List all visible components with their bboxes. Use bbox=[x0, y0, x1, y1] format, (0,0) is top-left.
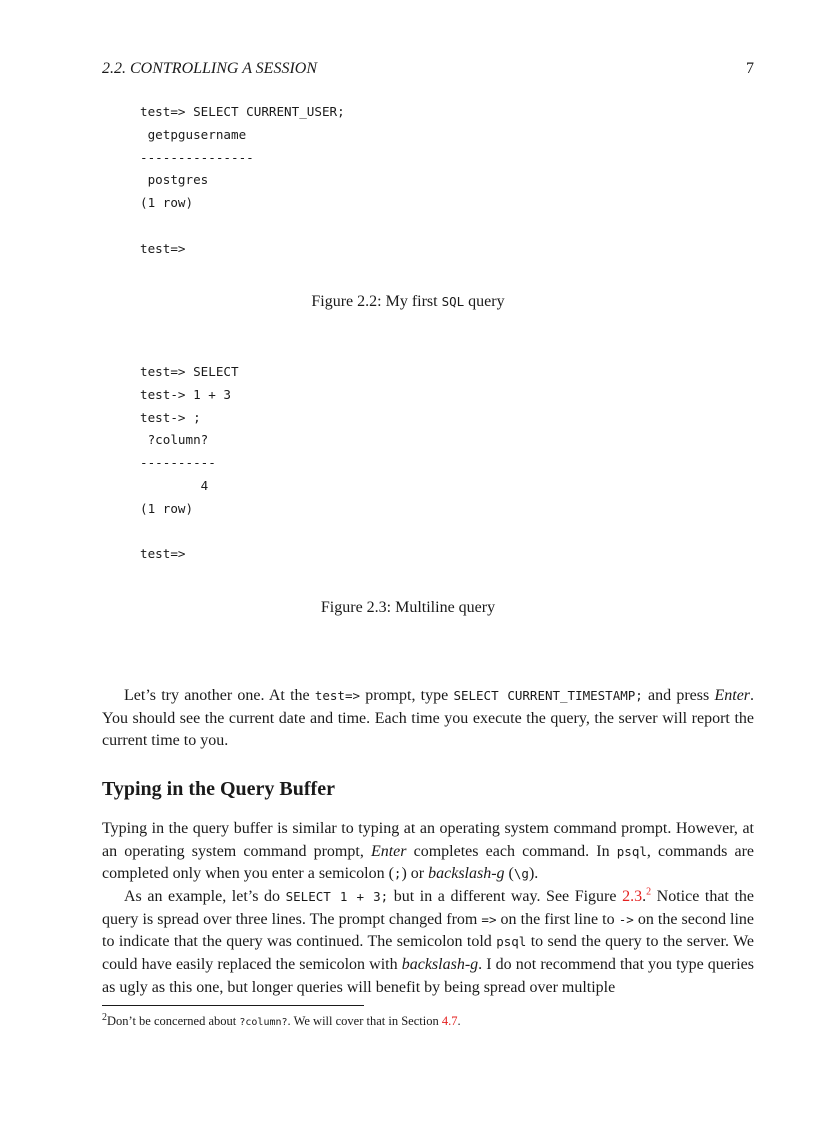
page-number: 7 bbox=[746, 60, 754, 77]
running-header: 2.2. CONTROLLING A SESSION bbox=[102, 60, 317, 77]
footnote: $^2$Don’t be concerned about ?column?. We will cover that in Section 4.7. bbox=[102, 1011, 461, 1028]
section-title: Typing in the Query Buffer bbox=[102, 778, 335, 800]
figure-2-3-caption: Figure 2.3: Multiline query bbox=[320, 599, 496, 616]
paragraph-2: Typing in the query buffer is similar to typing at an operating system command prompt. However, at an operating system command prompt, Enter completes each command. In psql, commands are completed only when you enter a semicolon (;) or backslash-g (\g). bbox=[102, 820, 754, 883]
paragraph-3: As an example, let’s do SELECT 1 + 3; but in a different way. See Figure 2.3.$^2$ Notice that the query is spread over three lines. The prompt changed from => on the first line to -> on the second line to indicate that the query was continued. The semicolon told psql to send the query to the server. We could have easily replaced the semicolon with backslash-g. I do not recommend that you type queries as ugly as this one, but longer queries will benefit by being spread over multiple bbox=[102, 886, 755, 996]
figure-2-2-caption: Figure 2.2: My first SQL query bbox=[311, 293, 505, 310]
section-link[interactable]: 4.7 bbox=[441, 1014, 458, 1028]
footnote-rule bbox=[102, 1005, 364, 1006]
footnote-marker[interactable]: 2 bbox=[646, 886, 652, 898]
figure-link[interactable]: 2.3 bbox=[622, 888, 643, 905]
figure-2-2-code: test=> SELECT CURRENT_USER; getpgusername --------------- postgres (1 row) test=> bbox=[140, 104, 345, 256]
paragraph-1: Let’s try another one. At the test=> prompt, type SELECT CURRENT_TIMESTAMP; and press Enter. You should see the current date and time. Each time you execute the query, the server will report the current time to you. bbox=[102, 687, 755, 750]
figure-2-3-code: test=> SELECT test-> 1 + 3 test-> ; ?column? ---------- 4 (1 row) test=> bbox=[140, 364, 239, 562]
